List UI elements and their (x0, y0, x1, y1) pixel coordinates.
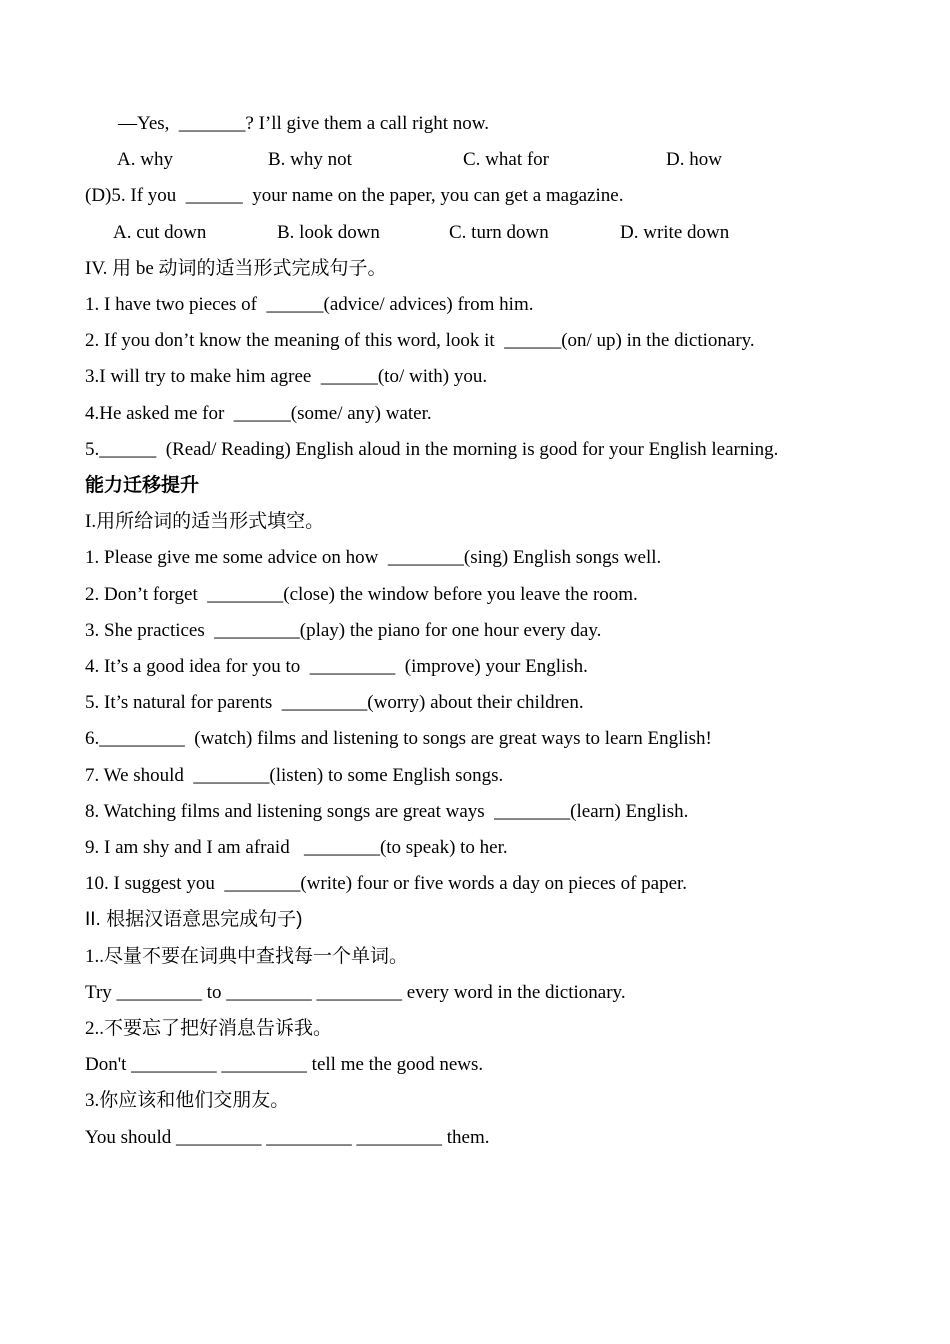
section-iv-heading: IV. 用 be 动词的适当形式完成句子。 (85, 257, 387, 279)
q4-option-b: B. why not (268, 149, 352, 171)
part1-item-1: 1. Please give me some advice on how ________(sing) English songs well. (85, 547, 662, 569)
q4-options-row (85, 142, 930, 178)
section-iv-item-5: 5.______ (Read/ Reading) English aloud in the morning is good for your English learning. (85, 438, 779, 460)
part1-item-2: 2. Don’t forget ________(close) the window before you leave the room. (85, 583, 638, 605)
part1-item-8: 8. Watching films and listening songs are great ways ________(learn) English. (85, 800, 689, 822)
part1-item-3: 3. She practices _________(play) the piano for one hour every day. (85, 619, 602, 641)
part2-item-3-chinese: 3.你应该和他们交朋友。 (85, 1090, 290, 1112)
part1-item-4: 4. It’s a good idea for you to _________ (improve) your English. (85, 656, 588, 678)
q5-stem: (D)5. If you ______ your name on the paper, you can get a magazine. (85, 185, 624, 207)
q4-option-c: C. what for (463, 149, 550, 171)
part2-item-2-english: Don't _________ _________ tell me the good news. (85, 1054, 484, 1076)
part2-item-2-chinese: 2..不要忘了把好消息告诉我。 (85, 1018, 333, 1040)
part2-heading: II. 根据汉语意思完成句子) (85, 909, 303, 931)
worksheet-text-block (85, 106, 930, 1156)
ability-section-heading: 能力迁移提升 (85, 475, 200, 497)
q5-options-row (85, 215, 930, 251)
section-iv-item-1: 1. I have two pieces of ______(advice/ advices) from him. (85, 294, 534, 316)
dialogue-reply-line: —Yes, _______? I’ll give them a call right now. (118, 113, 489, 134)
section-iv-item-2: 2. If you don’t know the meaning of this word, look it ______(on/ up) in the dictionary. (85, 330, 755, 352)
part1-item-10: 10. I suggest you ________(write) four or five words a day on pieces of paper. (85, 873, 688, 895)
q5-option-b: B. look down (277, 221, 380, 243)
part2-item-1-chinese: 1..尽量不要在词典中查找每一个单词。 (85, 945, 409, 967)
part1-heading: I.用所给词的适当形式填空。 (85, 511, 325, 533)
q5-option-a: A. cut down (113, 221, 207, 243)
q4-option-a: A. why (117, 149, 173, 171)
part1-item-5: 5. It’s natural for parents _________(worry) about their children. (85, 692, 584, 714)
section-iv-item-4: 4.He asked me for ______(some/ any) water. (85, 402, 432, 424)
q5-option-d: D. write down (620, 221, 730, 243)
part1-item-6: 6._________ (watch) films and listening to songs are great ways to learn English! (85, 728, 712, 750)
part2-item-3-english: You should _________ _________ _________ them. (85, 1126, 490, 1148)
part2-item-1-english: Try _________ to _________ _________ every word in the dictionary. (85, 981, 626, 1003)
q4-option-d: D. how (666, 149, 722, 171)
part1-item-9: 9. I am shy and I am afraid ________(to speak) to her. (85, 837, 508, 859)
part1-item-7: 7. We should ________(listen) to some English songs. (85, 764, 504, 786)
q5-option-c: C. turn down (449, 221, 549, 243)
section-iv-item-3: 3.I will try to make him agree ______(to/ with) you. (85, 366, 488, 388)
